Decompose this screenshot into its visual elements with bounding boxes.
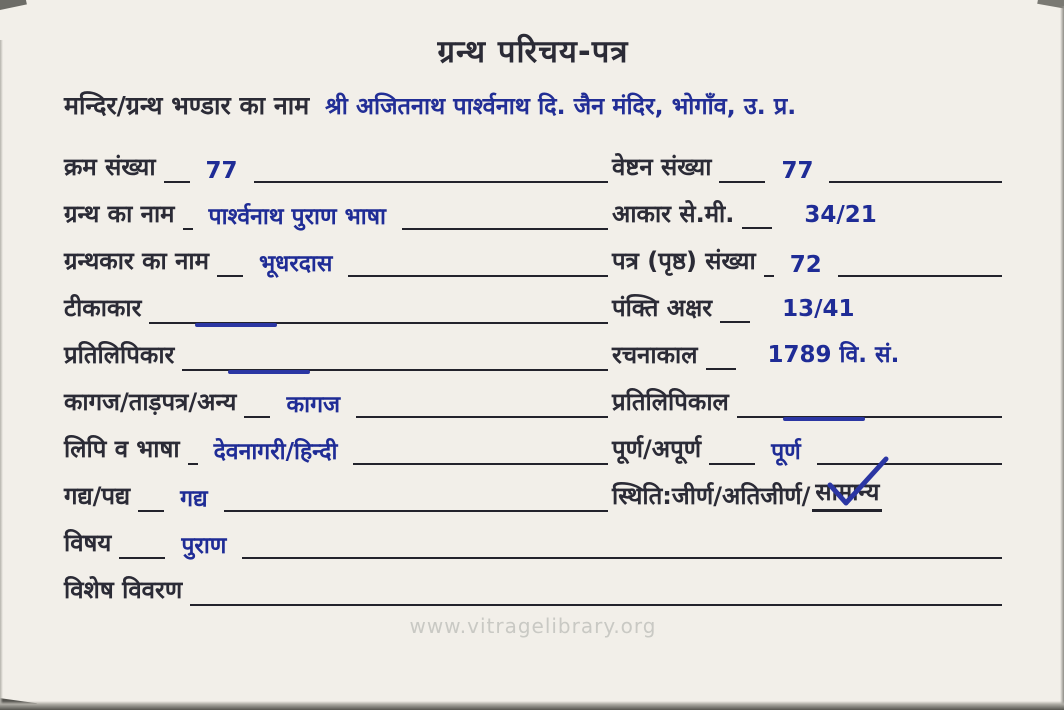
field-label: गद्य/पद्य: [64, 482, 131, 511]
field-value: कागज: [270, 387, 356, 422]
field-value: 72: [774, 252, 838, 281]
form-row: [64, 183, 1002, 230]
field-value: 77: [190, 158, 254, 187]
condition-checked-option: [812, 475, 882, 512]
printed-dash: [706, 368, 736, 371]
printed-dash: [742, 227, 772, 230]
ruled-line: [188, 439, 608, 465]
field-label: वेष्टन संख्या: [612, 153, 712, 182]
field-label: स्थिति:जीर्ण/अतिजीर्ण/: [612, 482, 811, 511]
field-condition: [612, 465, 1002, 512]
field-label: विशेष विवरण: [64, 576, 183, 605]
field-value: सामान्य: [815, 478, 880, 506]
field-label: प्रतिलिपिकार: [64, 341, 175, 370]
field-value: 1789 वि. सं.: [767, 342, 900, 368]
field-commentator: [64, 277, 612, 324]
ruled-line: [183, 204, 608, 230]
scan-edge-shadow: [0, 701, 1064, 710]
ruled-line: [244, 392, 608, 418]
field-label: लिपि व भाषा: [64, 435, 180, 464]
field-value: पुराण: [165, 528, 242, 563]
form-row: [64, 465, 1002, 512]
field-label: रचनाकाल: [612, 341, 698, 370]
field-label: टीकाकार: [64, 294, 142, 323]
field-label: पूर्ण/अपूर्ण: [612, 435, 702, 464]
ruled-line: [164, 158, 608, 184]
field-label: आकार से.मी.: [612, 200, 735, 229]
field-value: 13/41: [782, 296, 855, 322]
ruled-line: [119, 533, 1002, 559]
field-bundle-number: [612, 136, 1002, 183]
ruled-line: [709, 439, 1002, 465]
field-serial-number: [64, 136, 612, 183]
field-author-name: [64, 230, 612, 277]
form-row: [64, 136, 1002, 183]
field-value: पूर्ण: [755, 434, 817, 469]
field-label: ग्रन्थ का नाम: [64, 200, 175, 229]
field-script-language: [64, 418, 612, 465]
field-label: कागज/ताड़पत्र/अन्य: [64, 388, 237, 417]
handwritten-blank-dash: [228, 370, 310, 374]
ruled-line: [217, 251, 608, 277]
form-row: [64, 277, 1002, 324]
field-label: पंक्ति अक्षर: [612, 294, 713, 323]
field-completeness: [612, 418, 1002, 465]
page-title: ग्रन्थ परिचय-पत्र: [437, 34, 629, 70]
field-page-count: [612, 230, 1002, 277]
form-row: [64, 418, 1002, 465]
scan-edge-shadow: [0, 40, 3, 704]
field-temple-name: [64, 88, 1002, 134]
ruled-line: [737, 416, 1002, 418]
field-material: [64, 371, 612, 418]
field-label: पत्र (पृष्ठ) संख्या: [612, 247, 756, 276]
field-label: प्रतिलिपिकाल: [612, 388, 729, 417]
field-label: क्रम संख्या: [64, 153, 156, 182]
field-lines-letters: [612, 277, 1002, 324]
scan-edge-shadow: [1060, 6, 1064, 704]
field-prose-verse: [64, 465, 612, 512]
field-label: विषय: [64, 529, 112, 558]
ruled-line: [719, 158, 1002, 184]
form-row: [64, 324, 1002, 371]
field-value: गद्य: [164, 481, 223, 516]
watermark: www.vitragelibrary.org: [409, 614, 657, 638]
ruled-line: [764, 252, 1002, 278]
field-scribe: [64, 324, 612, 371]
field-copy-date: [612, 371, 1002, 418]
ruled-line: [149, 322, 608, 324]
field-special-details: [64, 559, 1002, 606]
field-composition-date: [612, 324, 1002, 371]
field-value: पार्श्वनाथ पुराण भाषा: [193, 199, 402, 234]
handwritten-blank-dash: [195, 323, 277, 327]
handwritten-blank-dash: [783, 417, 865, 421]
field-value: 34/21: [804, 202, 877, 228]
ruled-line: [190, 604, 1002, 606]
field-size-cm: [612, 183, 1002, 230]
field-manuscript-name: [64, 183, 612, 230]
field-value: श्री अजितनाथ पार्श्वनाथ दि. जैन मंदिर, भोगाँव, उ. प्र.: [325, 92, 797, 120]
field-value: भूधरदास: [243, 246, 348, 281]
printed-dash: [720, 321, 750, 324]
form-row: [64, 371, 1002, 418]
ruled-line: [138, 486, 608, 512]
form-row: [64, 230, 1002, 277]
field-subject: [64, 512, 1002, 559]
ruled-line: [182, 369, 608, 371]
field-label: ग्रन्थकार का नाम: [64, 247, 209, 276]
field-label: मन्दिर/ग्रन्थ भण्डार का नाम: [64, 91, 310, 120]
field-value: देवनागरी/हिन्दी: [198, 434, 354, 469]
field-value: 77: [765, 158, 829, 187]
